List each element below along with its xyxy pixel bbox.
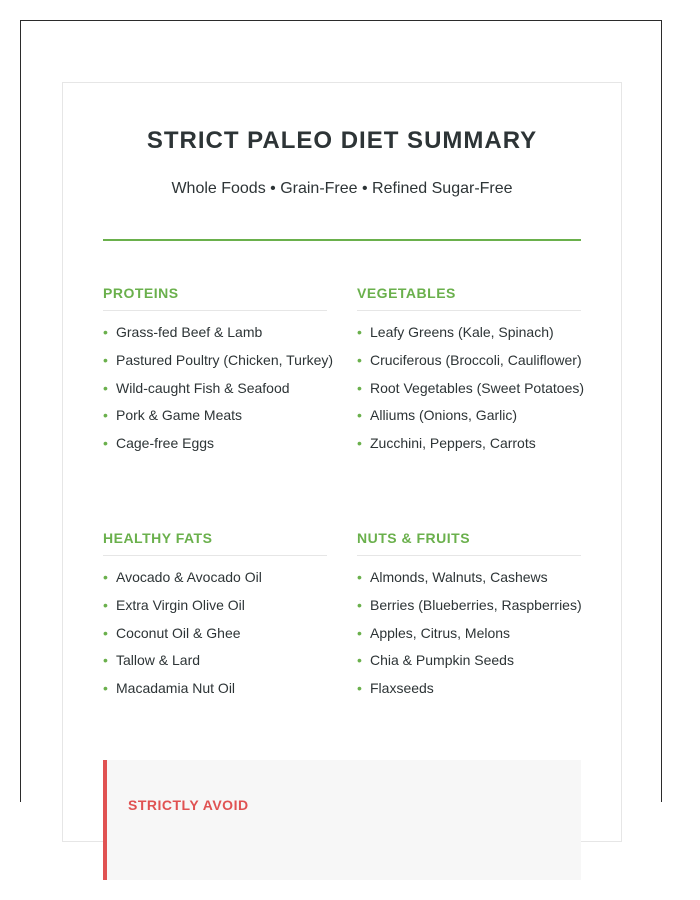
bullet-dot-icon: •: [103, 624, 108, 641]
food-list: [103, 324, 334, 463]
section-vegetables: [357, 285, 585, 463]
list-item-label: Zucchini, Peppers, Carrots: [370, 435, 536, 452]
bullet-dot-icon: •: [103, 596, 108, 613]
bullet-dot-icon: •: [103, 351, 108, 368]
list-item-label: Cruciferous (Broccoli, Cauliflower): [370, 351, 582, 368]
diet-summary-card: [62, 82, 622, 842]
bullet-dot-icon: •: [357, 407, 362, 424]
list-item: [357, 379, 585, 408]
bullet-dot-icon: •: [357, 624, 362, 641]
bullet-dot-icon: •: [357, 652, 362, 669]
list-item: [103, 680, 327, 708]
section-nuts-fruits: [357, 530, 581, 708]
bullet-dot-icon: •: [357, 324, 362, 340]
bullet-dot-icon: •: [357, 596, 362, 613]
list-item: [357, 435, 581, 463]
list-item-label: Wild-caught Fish & Seafood: [116, 379, 290, 396]
bullet-dot-icon: •: [103, 324, 108, 340]
list-item: [103, 407, 327, 435]
list-item-label: Grass-fed Beef & Lamb: [116, 324, 263, 340]
avoid-callout: [103, 760, 581, 880]
section-healthy-fats: [103, 530, 327, 708]
list-item: [103, 351, 334, 380]
list-item: [357, 625, 581, 653]
section-heading: PROTEINS: [103, 285, 327, 311]
bullet-dot-icon: •: [357, 351, 362, 368]
list-item: [357, 680, 581, 708]
list-item-label: Pastured Poultry (Chicken, Turkey): [116, 351, 334, 368]
bullet-dot-icon: •: [103, 379, 108, 396]
list-item: [357, 569, 581, 597]
section-heading: VEGETABLES: [357, 285, 581, 311]
page-subtitle: Whole Foods • Grain-Free • Refined Sugar-Free: [171, 180, 513, 197]
section-proteins: [103, 285, 334, 463]
list-item: [357, 407, 581, 435]
bullet-dot-icon: •: [103, 569, 108, 585]
list-item-label: Leafy Greens (Kale, Spinach): [370, 324, 554, 340]
list-item: [357, 352, 581, 380]
list-item-label: Cage-free Eggs: [116, 435, 215, 452]
list-item-label: Almonds, Walnuts, Cashews: [370, 569, 548, 585]
bullet-dot-icon: •: [357, 435, 362, 452]
bullet-dot-icon: •: [357, 379, 362, 396]
list-item: [103, 324, 327, 352]
list-item: [103, 652, 327, 680]
list-item: [357, 652, 581, 680]
bullet-dot-icon: •: [357, 569, 362, 585]
bullet-dot-icon: •: [357, 680, 362, 697]
food-list: [357, 324, 585, 463]
list-item-label: Chia & Pumpkin Seeds: [370, 652, 514, 669]
document-viewport[interactable]: [20, 20, 662, 813]
list-item-label: Extra Virgin Olive Oil: [116, 596, 245, 613]
list-item-label: Root Vegetables (Sweet Potatoes): [370, 379, 585, 396]
list-item: [103, 597, 327, 625]
section-heading: NUTS & FRUITS: [357, 530, 581, 556]
page-title: STRICT PALEO DIET SUMMARY: [146, 127, 538, 154]
list-item: [103, 569, 327, 597]
list-item-label: Apples, Citrus, Melons: [370, 624, 511, 641]
list-item-label: Flaxseeds: [370, 680, 434, 697]
list-item: [103, 435, 327, 463]
list-item-label: Avocado & Avocado Oil: [116, 569, 262, 585]
list-item: [103, 380, 327, 408]
list-item-label: Pork & Game Meats: [116, 407, 243, 424]
bullet-dot-icon: •: [103, 407, 108, 424]
list-item: [357, 324, 581, 352]
list-item-label: Coconut Oil & Ghee: [116, 624, 241, 641]
header-divider: [103, 239, 581, 241]
list-item: [357, 597, 581, 625]
list-item-label: Alliums (Onions, Garlic): [370, 407, 518, 424]
food-list: [103, 569, 327, 708]
bullet-dot-icon: •: [103, 435, 108, 452]
avoid-heading: STRICTLY AVOID: [128, 797, 249, 813]
list-item-label: Berries (Blueberries, Raspberries): [370, 596, 582, 613]
food-list: [357, 569, 581, 708]
list-item-label: Macadamia Nut Oil: [116, 680, 236, 697]
section-heading: HEALTHY FATS: [103, 530, 327, 556]
list-item-label: Tallow & Lard: [116, 652, 201, 669]
list-item: [103, 625, 327, 653]
bullet-dot-icon: •: [103, 652, 108, 669]
bullet-dot-icon: •: [103, 680, 108, 697]
